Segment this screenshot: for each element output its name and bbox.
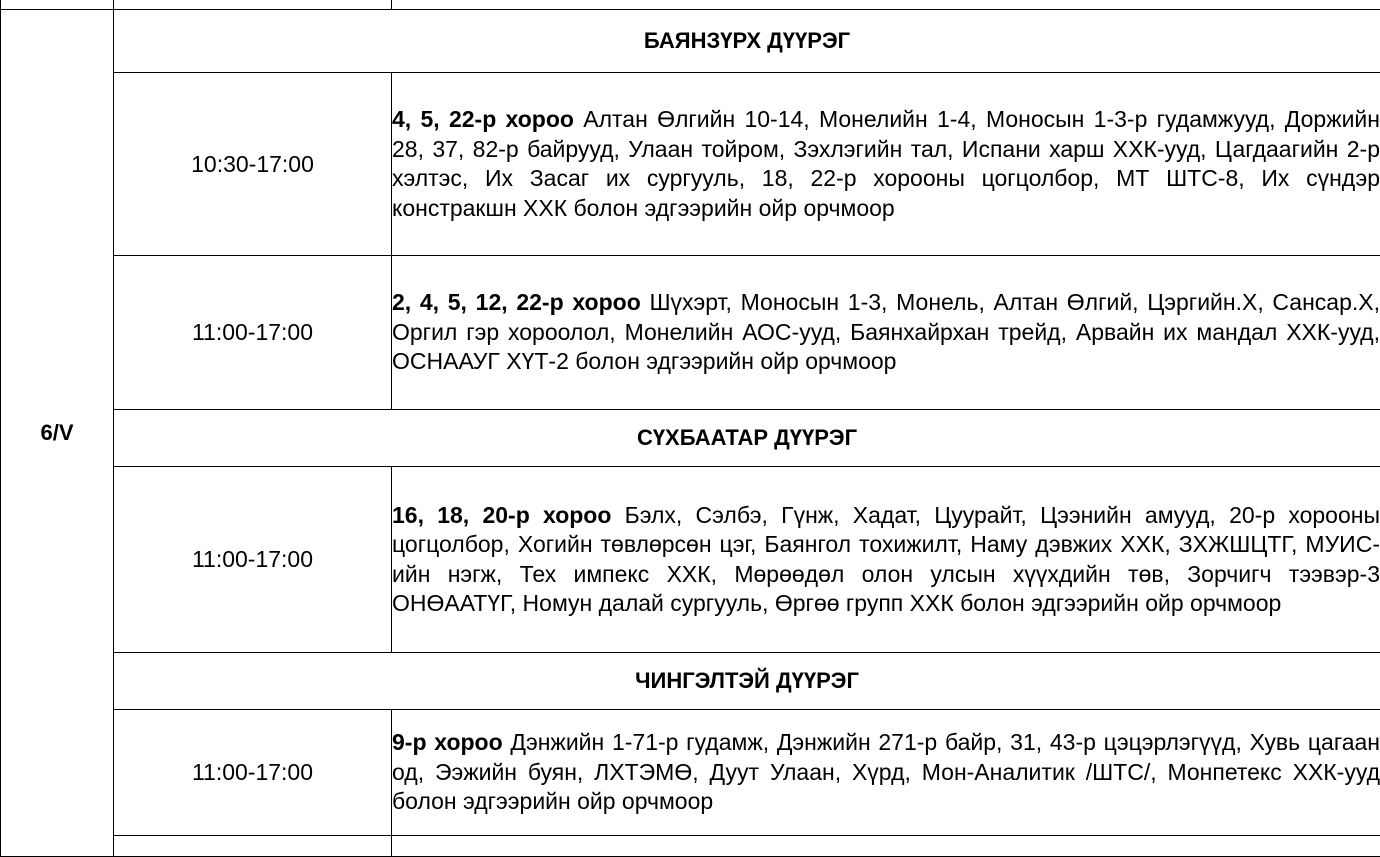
location-description: [392, 467, 1380, 653]
stub-cell-time: [114, 0, 392, 10]
khoroo-label: 16, 18, 20-р хороо: [392, 502, 611, 528]
stub-cell-desc: [392, 0, 1380, 10]
schedule-row: [1, 710, 1380, 836]
location-details: Алтан Өлгийн 10-14, Монелийн 1-4, Моносын 1-3-р гудамжууд, Доржийн 28, 37, 82-р байрууд, Улаан тойром, Зэхлэгийн тал, Испани харш ХХК-ууд, Цагдаагийн 2-р хэлтэс, Их Засаг их сургууль, 18, 22-р хорооны цогцолбор, МТ ШТС-8, Их сүндэр констракшн ХХК болон эдгээрийн ойр орчмоор: [392, 106, 1380, 221]
time-cell: 10:30-17:00: [114, 73, 392, 256]
schedule-row: [1, 256, 1380, 410]
location-description: [392, 256, 1380, 410]
district-row-chingeltei: [1, 653, 1380, 710]
time-cell: 11:00-17:00: [114, 467, 392, 653]
date-cell: 6/V: [1, 10, 114, 857]
district-row-sukhbaatar: [1, 410, 1380, 467]
khoroo-label: 9-р хороо: [392, 729, 503, 755]
location-details: Шүхэрт, Моносын 1-3, Монель, Алтан Өлгий, Цэргийн.Х, Сансар.Х, Оргил гэр хороолол, Монелийн АОС-ууд, Баянхайрхан трейд, Арвайн их мандал ХХК-ууд, ОСНААУГ ХҮТ-2 болон эдгээрийн ойр орчмоор: [392, 289, 1380, 374]
table-row-top-stub: [1, 0, 1380, 10]
district-header-chingeltei: ЧИНГЭЛТЭЙ ДҮҮРЭГ: [114, 653, 1380, 710]
stub-cell-date: [1, 0, 114, 10]
district-header-sukhbaatar: СҮХБААТАР ДҮҮРЭГ: [114, 410, 1380, 467]
stub-cell-desc: [392, 836, 1380, 857]
table-row-bottom-stub: [1, 836, 1380, 857]
schedule-row: [1, 73, 1380, 256]
time-cell: 11:00-17:00: [114, 710, 392, 836]
schedule-row: [1, 467, 1380, 653]
location-details: Бэлх, Сэлбэ, Гүнж, Хадат, Цуурайт, Цээнийн амууд, 20-р хорооны цогцолбор, Хогийн төвлөрсөн цэг, Баянгол тохижилт, Наму дэвжих ХХК, ЗХЖШЦТГ, МУИС-ийн нэгж, Тех импекс ХХК, Мөрөөдөл олон улсын хүүхдийн төв, Зорчигч тээвэр-3 ОНӨААТҮГ, Номун далай сургууль, Өргөө групп ХХК болон эдгээрийн ойр орчмоор: [392, 502, 1380, 617]
stub-cell-time: [114, 836, 392, 857]
location-description: [392, 73, 1380, 256]
time-cell: 11:00-17:00: [114, 256, 392, 410]
khoroo-label: 4, 5, 22-р хороо: [392, 106, 574, 132]
district-header-bayanzurkh: БАЯНЗҮРХ ДҮҮРЭГ: [114, 10, 1380, 73]
khoroo-label: 2, 4, 5, 12, 22-р хороо: [392, 289, 641, 315]
district-row-bayanzurkh: [1, 10, 1380, 73]
location-description: [392, 710, 1380, 836]
location-details: Дэнжийн 1-71-р гудамж, Дэнжийн 271-р байр, 31, 43-р цэцэрлэгүүд, Хувь цагаан од, Ээжийн буян, ЛХТЭМӨ, Дуут Улаан, Хүрд, Мон-Аналитик /ШТС/, Монпетекс ХХК-ууд болон эдгээрийн ойр орчмоор: [392, 729, 1380, 814]
